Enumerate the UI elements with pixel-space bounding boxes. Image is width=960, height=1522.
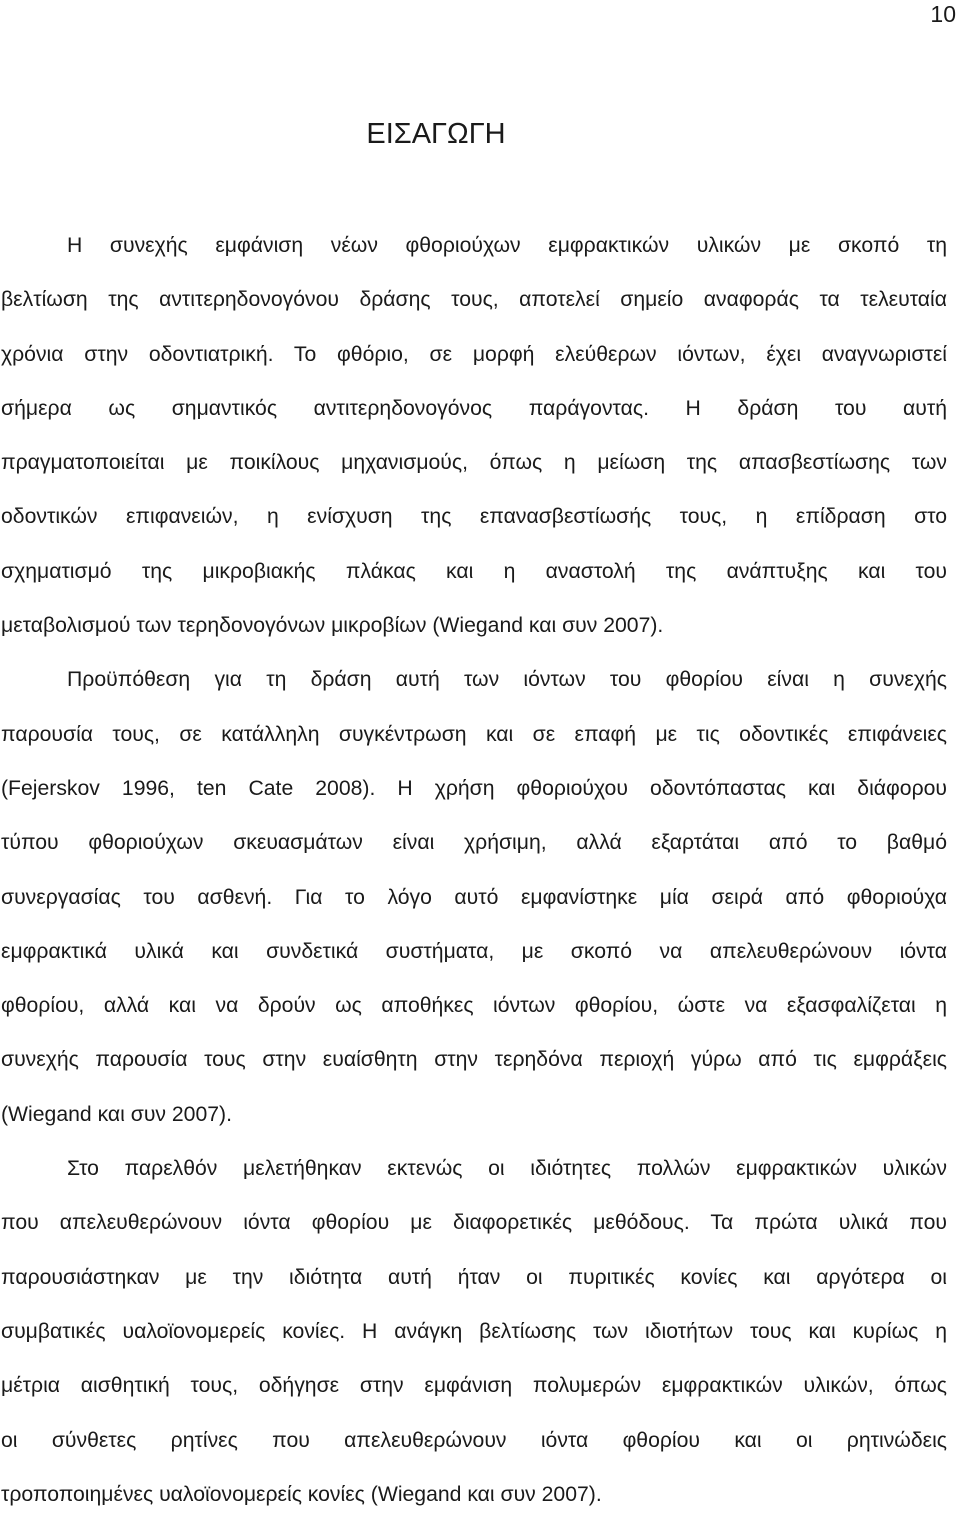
page-title: ΕΙΣΑΓΩΓΗ: [366, 118, 506, 150]
text-line: που απελευθερώνουν ιόντα φθορίου με διαφορετικές μεθόδους. Τα πρώτα υλικά που: [1, 1211, 947, 1235]
text-line: συνεχής παρουσία τους στην ευαίσθητη στην τερηδόνα περιοχή γύρω από τις εμφράξεις: [1, 1048, 947, 1072]
text-line: σήμερα ως σημαντικός αντιτερηδονογόνος παράγοντας. Η δράση του αυτή: [1, 396, 947, 420]
text-line: (Fejerskov 1996, ten Cate 2008). Η χρήση φθοριούχου οδοντόπαστας και διάφορου: [1, 776, 947, 800]
text-line: οδοντικών επιφανειών, η ενίσχυση της επανασβεστίωσής τους, η επίδραση στο: [1, 505, 947, 529]
text-line: τροποποιημένες υαλοϊονομερείς κονίες (Wiegand και συν 2007).: [1, 1482, 602, 1506]
text-line: συμβατικές υαλοϊονομερείς κονίες. Η ανάγκη βελτίωσης των ιδιοτήτων τους και κυρίως η: [1, 1319, 947, 1343]
text-line: Προϋπόθεση για τη δράση αυτή των ιόντων του φθορίου είναι η συνεχής: [67, 668, 947, 692]
paragraph-2: [1, 653, 947, 1142]
text-line: βελτίωση της αντιτερηδονογόνου δράσης τους, αποτελεί σημείο αναφοράς τα τελευταία: [1, 288, 947, 312]
text-line: Η συνεχής εμφάνιση νέων φθοριούχων εμφρακτικών υλικών με σκοπό τη: [67, 234, 947, 257]
paragraph-3: [1, 1142, 947, 1522]
text-line: Στο παρελθόν μελετήθηκαν εκτενώς οι ιδιότητες πολλών εμφρακτικών υλικών: [67, 1157, 947, 1181]
text-line: μεταβολισμού των τερηδονογόνων μικροβίων (Wiegand και συν 2007).: [1, 614, 664, 638]
text-line: πραγματοποιείται με ποικίλους μηχανισμούς, όπως η μείωση της απασβεστίωσης των: [1, 451, 947, 475]
text-line: (Wiegand και συν 2007).: [1, 1102, 232, 1126]
page-number: 10: [930, 1, 956, 27]
text-line: οι σύνθετες ρητίνες που απελευθερώνουν ιόντα φθορίου και οι ρητινώδεις: [1, 1428, 947, 1452]
text-line: σχηματισμό της μικροβιακής πλάκας και η αναστολή της ανάπτυξης και του: [1, 559, 947, 583]
text-line: μέτρια αισθητική τους, οδήγησε στην εμφάνιση πολυμερών εμφρακτικών υλικών, όπως: [1, 1374, 947, 1398]
text-line: συνεργασίας του ασθενή. Για το λόγο αυτό εμφανίστηκε μία σειρά από φθοριούχα: [1, 885, 947, 909]
text-line: χρόνια στην οδοντιατρική. Το φθόριο, σε μορφή ελεύθερων ιόντων, έχει αναγνωριστεί: [1, 342, 947, 366]
text-line: παρουσιάστηκαν με την ιδιότητα αυτή ήταν οι πυριτικές κονίες και αργότερα οι: [1, 1265, 947, 1289]
text-line: τύπου φθοριούχων σκευασμάτων είναι χρήσιμη, αλλά εξαρτάται από το βαθμό: [1, 831, 947, 855]
text-line: εμφρακτικά υλικά και συνδετικά συστήματα, με σκοπό να απελευθερώνουν ιόντα: [1, 939, 947, 963]
body-text: [1, 219, 947, 1522]
text-line: φθορίου, αλλά και να δρούν ως αποθήκες ιόντων φθορίου, ώστε να εξασφαλίζεται η: [1, 994, 947, 1018]
paragraph-1: [1, 219, 947, 653]
text-line: παρουσία τους, σε κατάλληλη συγκέντρωση και σε επαφή με τις οδοντικές επιφάνειες: [1, 722, 947, 746]
